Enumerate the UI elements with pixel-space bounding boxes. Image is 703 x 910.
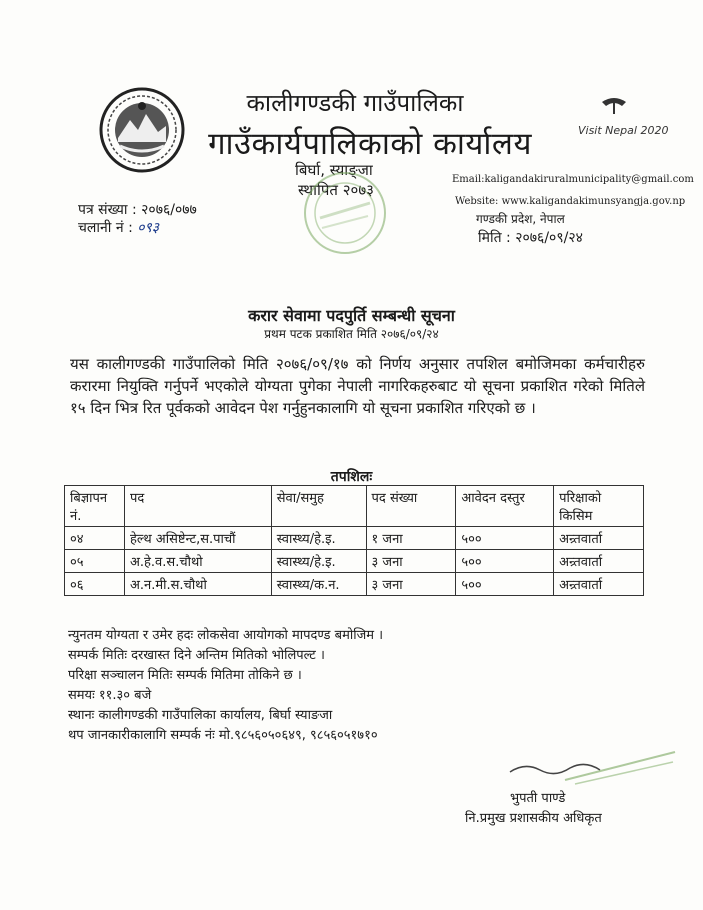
table-row xyxy=(65,527,644,550)
signature-stamp-icon xyxy=(505,742,680,787)
municipality-emblem-icon xyxy=(98,86,186,174)
table-cell: ५०० xyxy=(456,550,554,573)
notice-subtitle: प्रथम पटक प्रकाशित मिति २०७६/०९/२४ xyxy=(264,327,439,341)
table-cell: १ जना xyxy=(366,527,456,550)
established-line: स्थापित २०७३ xyxy=(298,181,374,199)
table-cell: स्वास्थ्य/हे.इ. xyxy=(271,550,366,573)
notes-list xyxy=(68,626,383,746)
table-cell: अ.न.मी.स.चौथो xyxy=(124,573,271,596)
dispatch-number xyxy=(78,218,159,237)
notice-title: करार सेवामा पदपुर्ति सम्बन्धी सूचना xyxy=(248,306,455,325)
note-exam-date: परिक्षा सञ्चालन मितिः सम्पर्क मितिमा तोकिने छ । xyxy=(68,668,302,683)
table-cell: अन्र्तवार्ता xyxy=(554,527,644,550)
table-cell: ०४ xyxy=(65,527,125,550)
office-name: गाउँकार्यपालिकाको कार्यालय xyxy=(208,126,532,162)
table-cell: ३ जना xyxy=(366,550,456,573)
office-stamp-icon xyxy=(290,158,400,268)
notice-body: यस कालीगण्डकी गाउँपालिको मिति २०७६/०९/१७ को निर्णय अनुसार तपशिल बमोजिमका कर्मचारीहरु करारमा नियुक्ति गर्नुपर्ने भएकोले योग्यता पुगेका नेपाली नागरिकहरुबाट यो सूचना प्रकाशित गरेको मितिले १५ दिन भित्र रित पूर्वकको आवेदन पेश गर्नुहुनकालागि यो सूचना प्रकाशित गरिएको छ । xyxy=(70,355,645,417)
signer-title: नि.प्रमुख प्रशासकीय अधिकृत xyxy=(465,811,602,826)
visit-nepal-logo xyxy=(572,92,669,152)
website-text: Website: www.kaligandakimunsyangja.gov.np xyxy=(455,196,686,207)
province-text: गण्डकी प्रदेश, नेपाल xyxy=(476,212,565,226)
table-cell: अ.हे.व.स.चौथो xyxy=(124,550,271,573)
letter-number: पत्र संख्या : २०७६/०७७ xyxy=(78,202,197,218)
column-header: बिज्ञापन नं. xyxy=(65,486,125,527)
table-cell: स्वास्थ्य/क.न. xyxy=(271,573,366,596)
municipality-name: कालीगण्डकी गाउँपालिका xyxy=(246,89,464,117)
table-row xyxy=(65,550,644,573)
dispatch-label: चलानी नं : xyxy=(78,220,133,236)
table-cell: ०६ xyxy=(65,573,125,596)
visit-logo-text: Visit Nepal 2020 xyxy=(578,124,669,137)
note-venue: स्थानः कालीगण्डकी गाउँपालिका कार्यालय, बिर्घा स्याङजा xyxy=(68,708,333,723)
table-cell: स्वास्थ्य/हे.इ. xyxy=(271,527,366,550)
column-header: सेवा/समुह xyxy=(271,486,366,527)
table-cell: ३ जना xyxy=(366,573,456,596)
table-cell: अन्र्तवार्ता xyxy=(554,550,644,573)
dispatch-value: ०९३ xyxy=(137,220,160,236)
table-cell: ०५ xyxy=(65,550,125,573)
address-line: बिर्घा, स्याङ्जा xyxy=(295,161,373,179)
signer-name: भुपती पाण्डे xyxy=(510,791,566,806)
note-contact-date: सम्पर्क मितिः दरखास्त दिने अन्तिम मितिको भोलिपल्ट । xyxy=(68,648,325,663)
note-contact-number: थप जानकारीकालागि सम्पर्क नंः मो.९८५६०५०६४९, ९८५६०५१७१० xyxy=(68,728,378,743)
notice-date: मिति : २०७६/०९/२४ xyxy=(478,230,583,246)
column-header: आवेदन दस्तुर xyxy=(456,486,554,527)
table-cell: ५०० xyxy=(456,573,554,596)
note-qualification: न्युनतम योग्यता र उमेर हदः लोकसेवा आयोगको मापदण्ड बमोजिम । xyxy=(68,628,384,643)
table-cell: अन्र्तवार्ता xyxy=(554,573,644,596)
column-header: पद xyxy=(124,486,271,527)
table-header-row xyxy=(65,486,644,527)
column-header: परिक्षाको किसिम xyxy=(554,486,644,527)
table-row xyxy=(65,573,644,596)
table-cell: हेल्थ असिष्टेन्ट,स.पाचौं xyxy=(124,527,271,550)
table-caption: तपशिलः xyxy=(330,469,373,485)
column-header: पद संख्या xyxy=(366,486,456,527)
table-cell: ५०० xyxy=(456,527,554,550)
note-time: समयः ११.३० बजे xyxy=(68,688,152,703)
email-text: Email:kaligandakiruralmunicipality@gmail.com xyxy=(452,174,694,185)
vacancy-table xyxy=(64,485,644,596)
